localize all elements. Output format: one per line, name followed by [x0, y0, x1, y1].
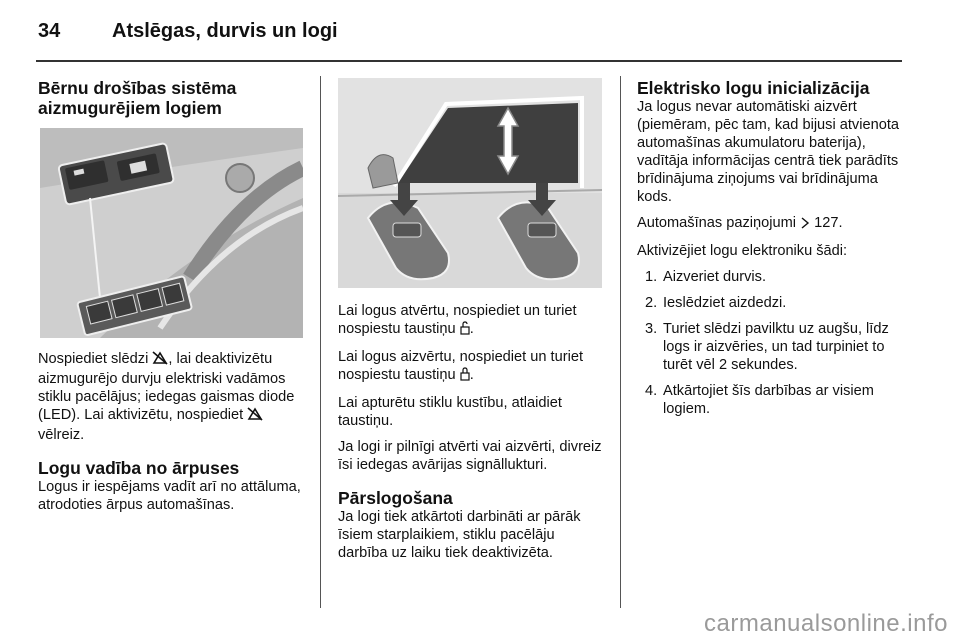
- hazard-flash-paragraph: Ja logi ir pilnīgi atvērti vai aizvērti, divreiz īsi iedegas avārijas signāllukturi.: [338, 439, 602, 473]
- section-heading-overload: Pārslogošana: [338, 488, 453, 508]
- watermark: carmanualsonline.info: [704, 610, 948, 637]
- page-title: Atslēgas, durvis un logi: [112, 20, 338, 42]
- lock-key-icon: [460, 367, 470, 386]
- page-reference[interactable]: 127: [814, 215, 839, 231]
- column-3: [637, 78, 903, 426]
- section-heading-remote: Logu vadība no ārpuses: [38, 458, 240, 478]
- header-rule: [36, 60, 902, 62]
- step-number: 2.: [645, 295, 658, 311]
- list-item: [637, 294, 903, 312]
- text-run: Lai logus atvērtu, nospiediet un turiet nospiestu taustiņu: [338, 303, 577, 337]
- list-item: [637, 382, 903, 418]
- child-lock-window-icon: [152, 351, 168, 370]
- vehicle-messages-paragraph: [637, 214, 903, 234]
- text-run: Lai logus aizvērtu, nospiediet un turiet nospiestu taustiņu: [338, 349, 584, 383]
- text-run: .: [838, 215, 843, 231]
- child-safety-paragraph: [38, 350, 310, 444]
- column-1: [38, 78, 310, 118]
- list-item: [637, 268, 903, 286]
- column-divider-2: [620, 76, 621, 608]
- section-heading-child-safety: [38, 78, 310, 118]
- door-switch-image: [40, 128, 303, 338]
- column-2: [338, 302, 606, 570]
- page-reference-icon: [800, 216, 810, 234]
- heading-line-2: aizmugurējiem logiem: [38, 98, 222, 118]
- step-text: Ieslēdziet aizdedzi.: [663, 295, 787, 311]
- text-run: .: [469, 321, 474, 337]
- column-1-body: [38, 350, 310, 522]
- unlock-key-icon: [460, 321, 470, 340]
- initialization-paragraph: Ja logus nevar automātiski aizvērt (piemēram, pēc tam, kad bijusi atvienota automašīnas akumulatoru baterija), vadītāja informācijas centrā tiek parādīts brīdinājuma ziņojums vai brīdinājuma kods.: [637, 99, 899, 205]
- heading-line-1: Bērnu drošības sistēma: [38, 78, 237, 98]
- open-windows-paragraph: [338, 302, 606, 340]
- step-number: 1.: [645, 269, 658, 285]
- text-run: Automašīnas paziņojumi: [637, 215, 801, 231]
- section-heading-initialization: Elektrisko logu inicializācija: [637, 78, 870, 98]
- step-number: 3.: [645, 321, 658, 337]
- step-text: Aizveriet durvis.: [663, 269, 766, 285]
- text-run: Nospiediet slēdzi: [38, 351, 153, 367]
- text-run: , lai deaktivizētu aizmugurējo durvju elektriski vadāmos stiklu pacēlājus; iedegas gaismas diode (LED). Lai aktivizētu, nospiediet: [38, 351, 295, 423]
- activate-paragraph: Aktivizējiet logu elektroniku šādi:: [637, 243, 848, 259]
- text-run: .: [469, 367, 474, 383]
- door-switch-illustration: [40, 128, 303, 338]
- step-number: 4.: [645, 383, 658, 399]
- text-run: vēlreiz.: [38, 427, 85, 443]
- column-divider-1: [320, 76, 321, 608]
- page-number: 34: [38, 20, 61, 42]
- overload-paragraph: Ja logi tiek atkārtoti darbināti ar pārāk īsiem starplaikiem, stiklu pacēlāju darbība uz laiku tiek deaktivizēta.: [338, 509, 581, 561]
- window-key-illustration: [338, 78, 602, 288]
- close-windows-paragraph: [338, 348, 606, 386]
- step-text: Atkārtojiet šīs darbības ar visiem logiem.: [663, 383, 874, 417]
- stop-movement-paragraph: Lai apturētu stiklu kustību, atlaidiet taustiņu.: [338, 395, 562, 429]
- list-item: [637, 320, 903, 374]
- window-key-image: [338, 78, 602, 288]
- child-lock-window-icon: [247, 407, 263, 426]
- step-text: Turiet slēdzi pavilktu uz augšu, līdz logs ir aizvēries, un tad turpiniet to turēt vēl 2 sekundes.: [663, 321, 889, 373]
- remote-paragraph: Logus ir iespējams vadīt arī no attāluma, atrodoties ārpus automašīnas.: [38, 479, 301, 513]
- steps-list: [637, 268, 903, 418]
